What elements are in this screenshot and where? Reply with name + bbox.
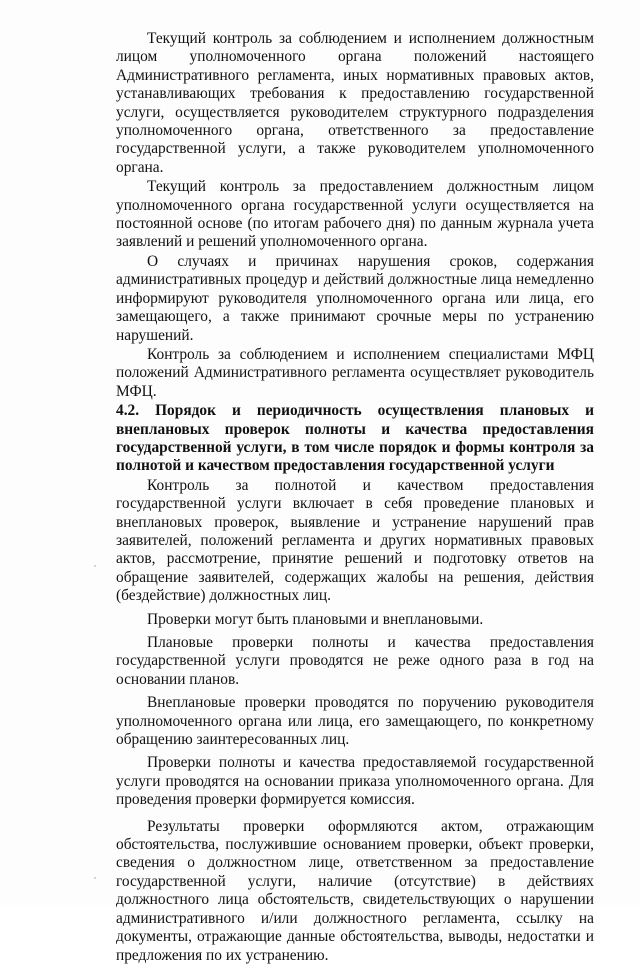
paragraph-check-types: Проверки могут быть плановыми и внеплановыми. — [147, 610, 484, 628]
paragraph-unplanned-checks: Внеплановые проверки проводятся по поручению руководителя уполномоченного органа или лица, его замещающего, по конкретному обращению заинтересованных лиц. — [116, 694, 594, 749]
paragraph-current-control-basis: Текущий контроль за предоставлением должностным лицом уполномоченного органа государственной услуги осуществляется на постоянной основе (по итогам рабочего дня) по данным журнала учета заявлений и решений уполномоченного органа. — [116, 178, 594, 251]
paragraph-check-order: Проверки полноты и качества предоставляемой государственной услуги проводятся на основании приказа уполномоченного органа. Для проведения проверки формируется комиссия. — [116, 754, 594, 809]
paragraph-planned-checks: Плановые проверки полноты и качества предоставления государственной услуги проводятся не реже одного раза в год на основании планов. — [116, 634, 594, 688]
paragraph-violations: О случаях и причинах нарушения сроков, содержания административных процедур и действий должностные лица немедленно информируют руководителя уполномоченного органа или лица, его замещающего, а также принимают срочные меры по устранению нарушений. — [116, 252, 594, 344]
paragraph-check-results: Результаты проверки оформляются актом, отражающим обстоятельства, послужившие основанием проверки, объект проверки, сведения о должностном лице, ответственном за предоставление государственной услуги, наличие (отсутствие) в действиях должностного лица обстоятельств, свидетельствующих о нарушении административного и/или должностного регламента, ссылку на документы, отражающие данные обстоятельства, выводы, недостатки и предложения по их устранению. — [116, 817, 594, 964]
paragraph-quality-control: Контроль за полнотой и качеством предоставления государственной услуги включает в себя проведение плановых и внеплановых проверок, выявление и устранение нарушений прав заявителей, положений регламента и других нормативных правовых актов, рассмотрение, принятие решений и подготовку ответов на обращение заявителей, содержащих жалобы на решения, действия (бездействие) должностных лиц. — [116, 476, 594, 605]
section-heading-4-2: 4.2. Порядок и периодичность осуществления плановых и внеплановых проверок полноты и качества предоставления государственной услуги, в том числе порядок и формы контроля за полнотой и качеством предоставления государственной услуги — [116, 402, 594, 475]
paragraph-current-control: Текущий контроль за соблюдением и исполнением должностным лицом уполномоченного органа положений настоящего Административного регламента, иных нормативных правовых актов, устанавливающих требования к предоставлению государственной услуги, осуществляется руководителем структурного подразделения уполномоченного органа, ответственного за предоставление государственной услуги, а также руководителем уполномоченного органа. — [116, 30, 594, 176]
document-body — [116, 30, 594, 965]
scan-speck — [94, 565, 96, 567]
paragraph-mfc-control: Контроль за соблюдением и исполнением специалистами МФЦ положений Административного регламента осуществляет руководитель МФЦ. — [116, 345, 594, 400]
scan-speck — [94, 877, 96, 879]
